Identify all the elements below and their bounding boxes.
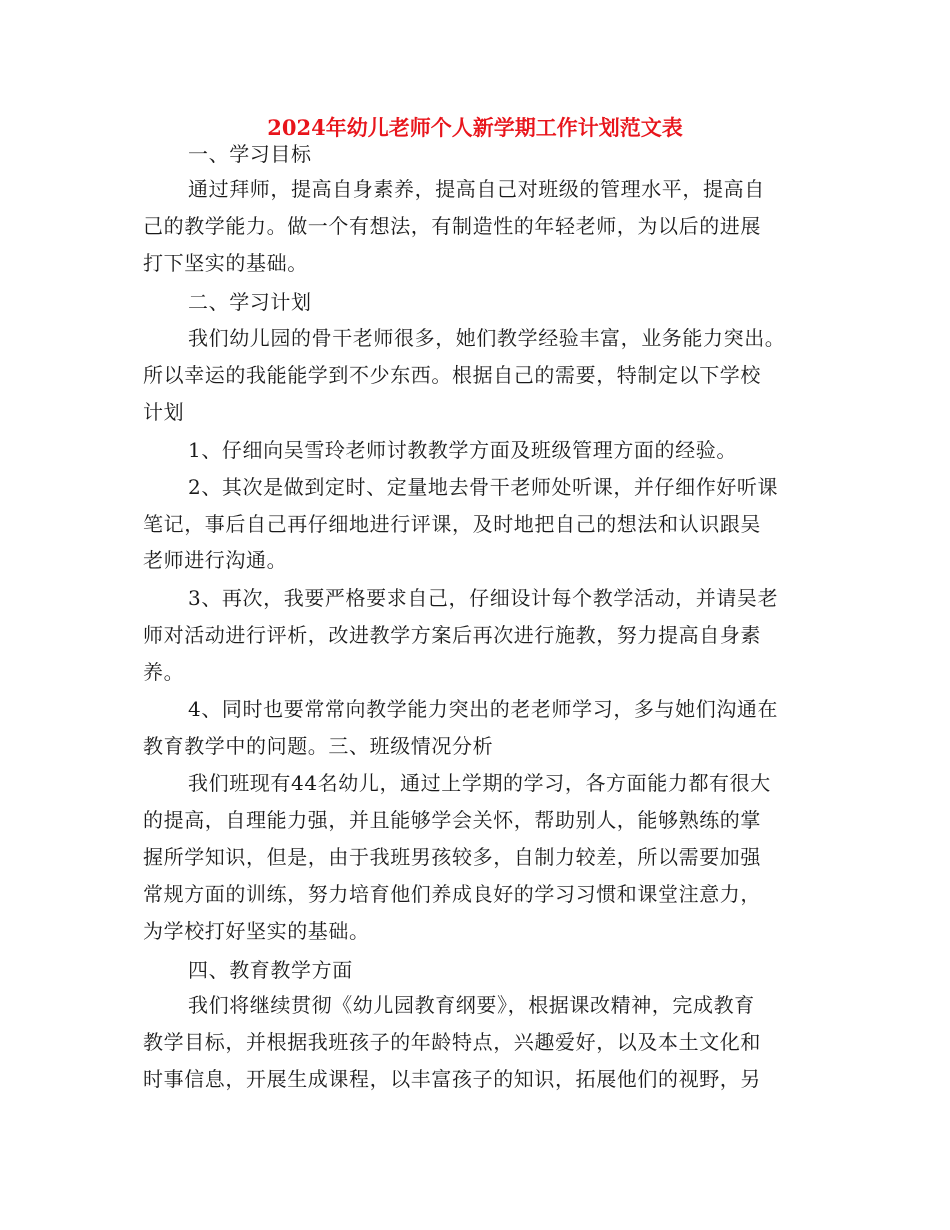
document-title: 2024年幼儿老师个人新学期工作计划范文表 (267, 115, 683, 140)
text-line: 笔记，事后自己再仔细地进行评课，及时地把自己的想法和认识跟吴 (143, 512, 761, 536)
text-line: 己的教学能力。做一个有想法，有制造性的年轻老师，为以后的进展 (143, 214, 761, 238)
text-line: 的提高，自理能力强，并且能够学会关怀，帮助别人，能够熟练的掌 (143, 808, 761, 832)
text-line: 4、同时也要常常向教学能力突出的老老师学习，多与她们沟通在 (188, 697, 779, 721)
text-line: 2、其次是做到定时、定量地去骨干老师处听课，并仔细作好听课 (188, 475, 779, 499)
text-line: 握所学知识，但是，由于我班男孩较多，自制力较差，所以需要加强 (143, 845, 761, 869)
text-line: 所以幸运的我能能学到不少东西。根据自己的需要，特制定以下学校 (143, 363, 761, 387)
text-line: 我们班现有44名幼儿，通过上学期的学习，各方面能力都有很大 (188, 771, 771, 795)
text-line: 时事信息，开展生成课程，以丰富孩子的知识，拓展他们的视野，另 (143, 1067, 761, 1091)
text-line: 养。 (143, 660, 185, 684)
text-line: 一、学习目标 (188, 142, 312, 166)
text-line: 通过拜师，提高自身素养，提高自己对班级的管理水平，提高自 (188, 177, 765, 201)
text-line: 为学校打好坚实的基础。 (143, 919, 370, 943)
text-line: 计划 (143, 400, 185, 424)
text-line: 打下坚实的基础。 (143, 251, 308, 275)
text-line: 我们幼儿园的骨干老师很多，她们教学经验丰富，业务能力突出。 (188, 326, 786, 350)
text-line: 教育教学中的问题。三、班级情况分析 (143, 734, 494, 758)
text-line: 3、再次，我要严格要求自己，仔细设计每个教学活动，并请吴老 (188, 586, 779, 610)
text-line: 老师进行沟通。 (143, 548, 288, 572)
text-line: 1、仔细向吴雪玲老师讨教教学方面及班级管理方面的经验。 (188, 438, 737, 462)
text-line: 二、学习计划 (188, 290, 312, 314)
text-line: 我们将继续贯彻《幼儿园教育纲要》，根据课改精神，完成教育 (188, 993, 755, 1017)
text-line: 常规方面的训练，努力培育他们养成良好的学习习惯和课堂注意力， (143, 882, 761, 906)
text-line: 教学目标，并根据我班孩子的年龄特点，兴趣爱好，以及本土文化和 (143, 1030, 761, 1054)
text-line: 四、教育教学方面 (188, 958, 353, 982)
text-line: 师对活动进行评析，改进教学方案后再次进行施教，努力提高自身素 (143, 623, 761, 647)
